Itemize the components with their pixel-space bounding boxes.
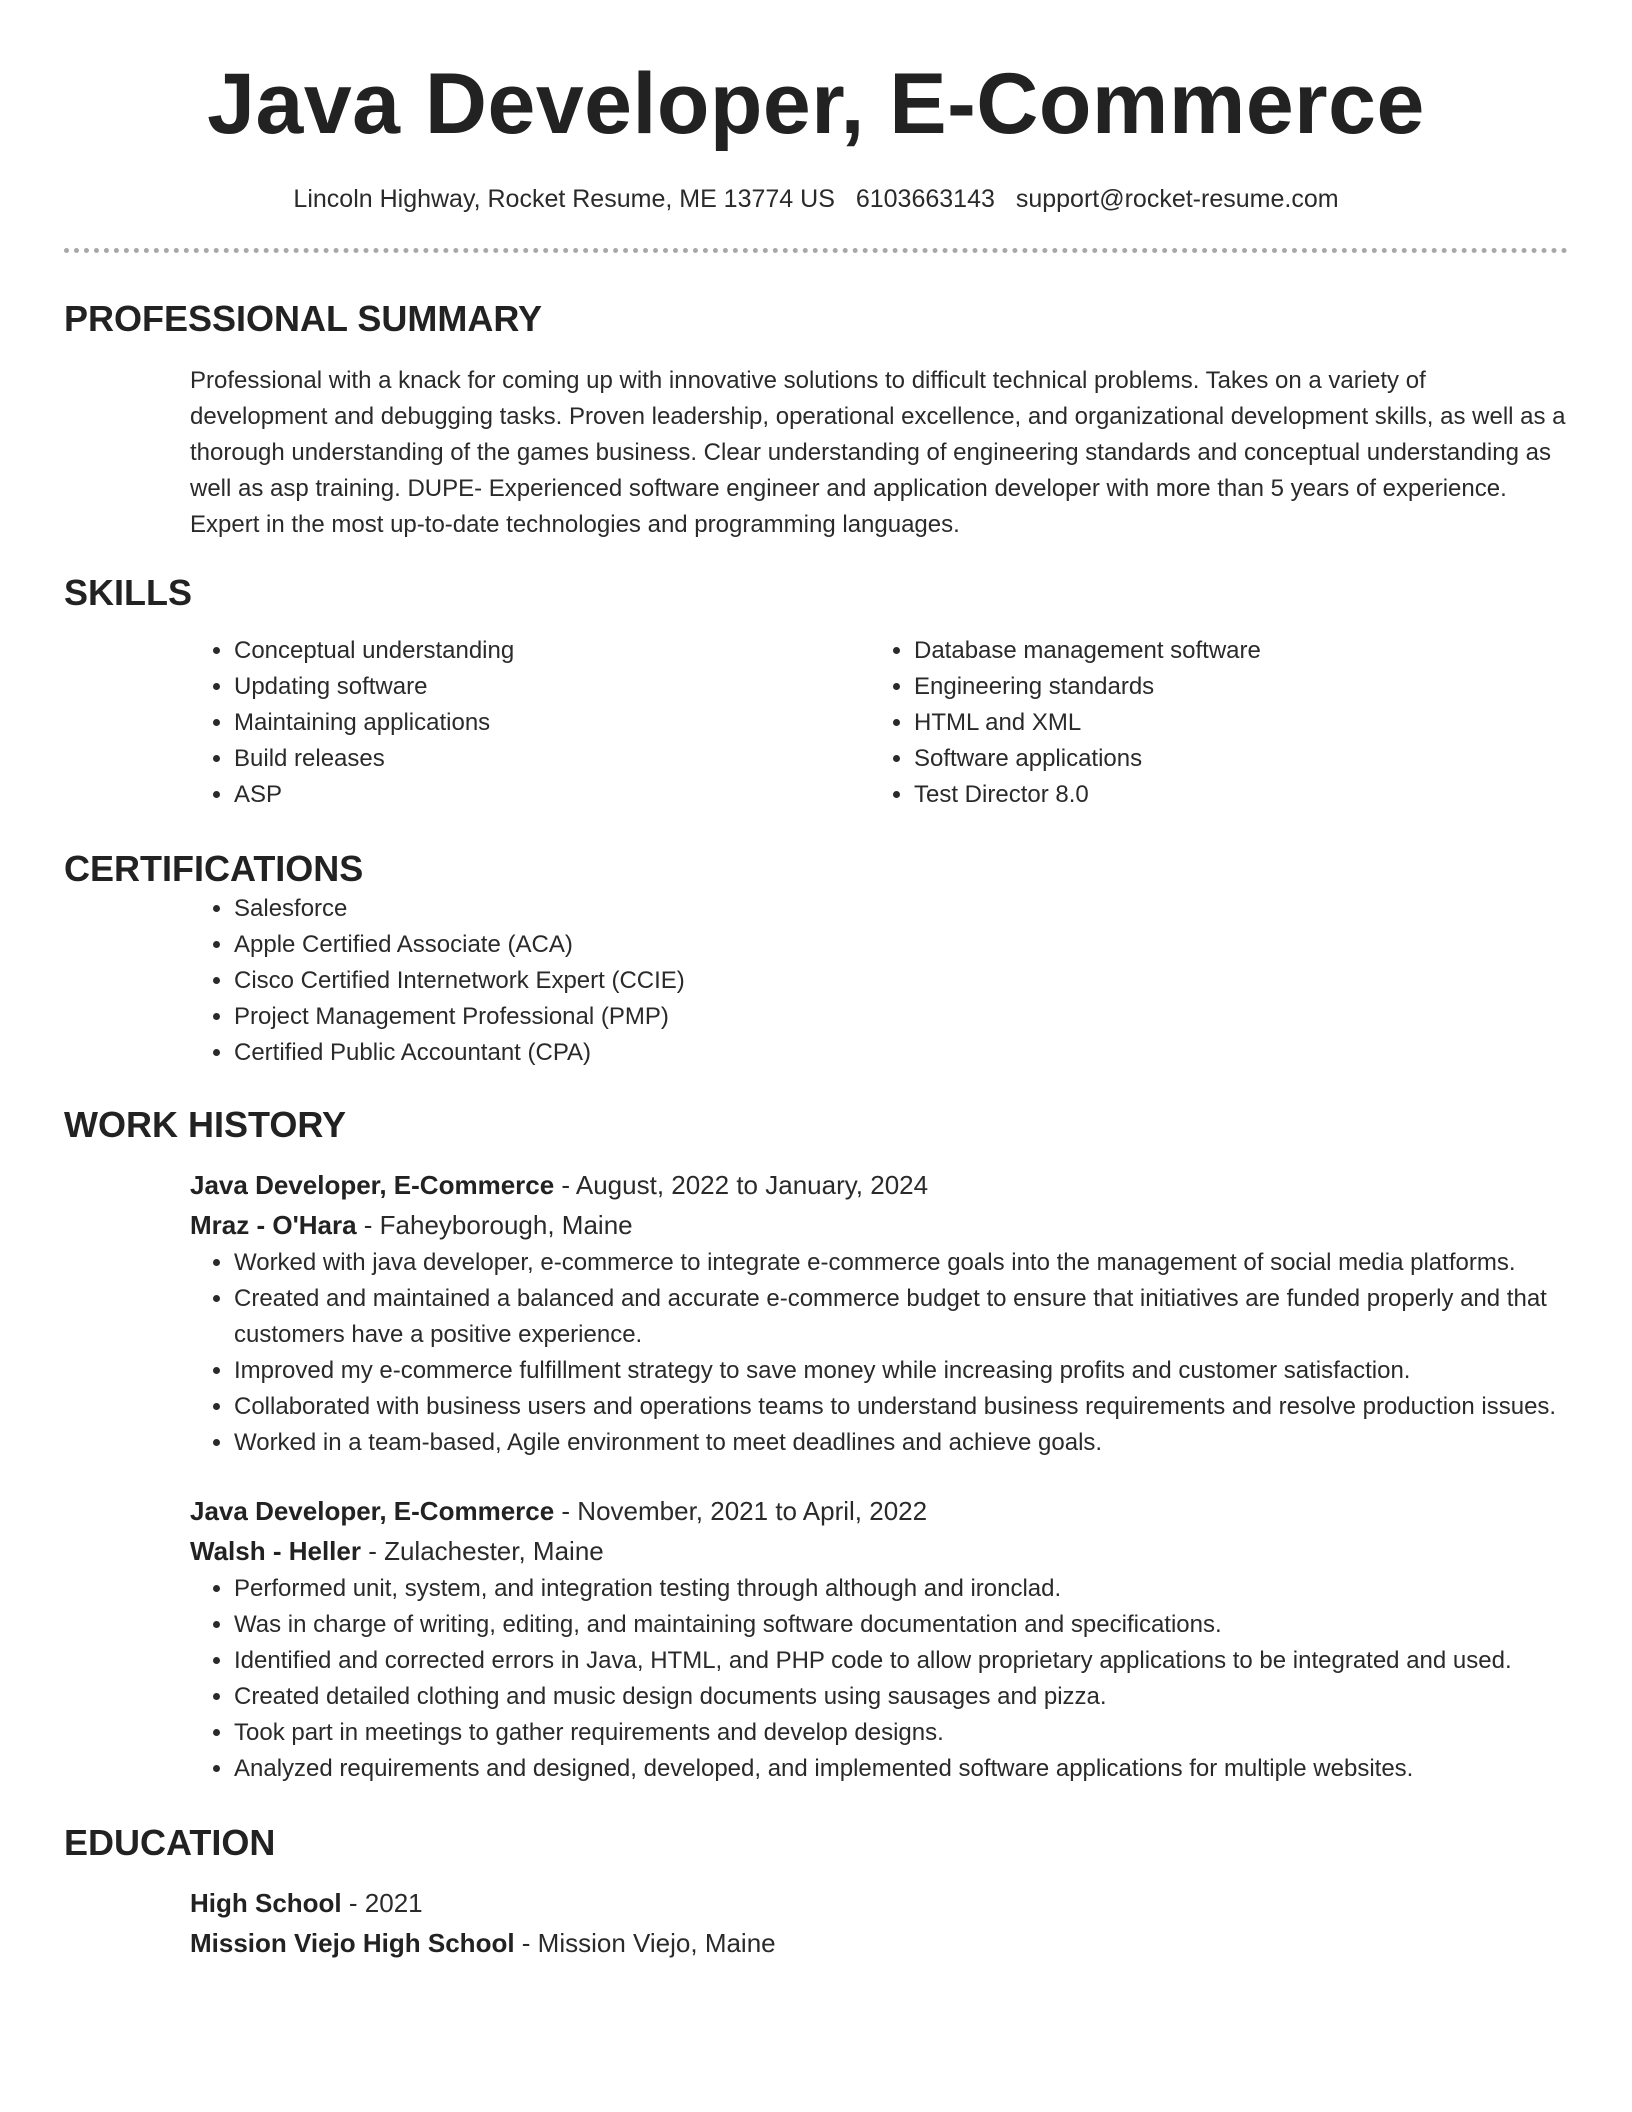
skills-heading: SKILLS bbox=[64, 572, 193, 613]
job-bullets bbox=[190, 1571, 1568, 1787]
summary-text: Professional with a knack for coming up with innovative solutions to difficult technical problems. Takes on a variety of development and debugging tasks. Proven leadership, operational excellence, and organizational development skills, as well as a thorough understanding of the games business. Clear understanding of engineering standards and conceptual understanding as well as asp training. DUPE- Experienced software engineer and application developer with more than 5 years of experience. Expert in the most up-to-date technologies and programming languages. bbox=[190, 367, 1566, 538]
contact-line bbox=[64, 182, 1568, 216]
job-bullet: • Analyzed requirements and designed, developed, and implemented software applications for multiple websites. bbox=[234, 1751, 1568, 1787]
certification-item: • Apple Certified Associate (ACA) bbox=[234, 927, 1568, 963]
skill-item: • Engineering standards bbox=[914, 669, 1550, 705]
job-company-line bbox=[190, 1531, 1568, 1571]
job-bullet: • Was in charge of writing, editing, and maintaining software documentation and specifications. bbox=[234, 1607, 1568, 1643]
candidate-name: Java Developer, E-Commerce bbox=[207, 56, 1425, 152]
skill-item: • Database management software bbox=[914, 633, 1550, 669]
certification-item: • Certified Public Accountant (CPA) bbox=[234, 1035, 1568, 1071]
skills-column-right bbox=[870, 633, 1550, 813]
job-role: Java Developer, E-Commerce bbox=[190, 1496, 555, 1526]
skill-item: • Conceptual understanding bbox=[234, 633, 870, 669]
job-title-line bbox=[190, 1165, 1568, 1205]
education-degree-line bbox=[190, 1883, 1568, 1923]
job-bullet: • Took part in meetings to gather requirements and develop designs. bbox=[234, 1715, 1568, 1751]
skill-item: • HTML and XML bbox=[914, 705, 1550, 741]
skill-item: • Test Director 8.0 bbox=[914, 777, 1550, 813]
job-bullet: • Collaborated with business users and operations teams to understand business requirements and resolve production issues. bbox=[234, 1389, 1568, 1425]
job-bullet: • Created detailed clothing and music design documents using sausages and pizza. bbox=[234, 1679, 1568, 1715]
contact-phone: 6103663143 bbox=[855, 185, 995, 213]
education-school: Mission Viejo High School bbox=[190, 1928, 515, 1958]
job-bullet: • Worked in a team-based, Agile environment to meet deadlines and achieve goals. bbox=[234, 1425, 1568, 1461]
job-entry bbox=[190, 1165, 1568, 1461]
skills-grid bbox=[190, 633, 1568, 813]
certification-item: • Project Management Professional (PMP) bbox=[234, 999, 1568, 1035]
certifications-list bbox=[190, 891, 1568, 1071]
job-dates: - August, 2022 to January, 2024 bbox=[554, 1170, 929, 1200]
job-role: Java Developer, E-Commerce bbox=[190, 1170, 555, 1200]
job-bullet: • Identified and corrected errors in Java, HTML, and PHP code to allow proprietary applications to be integrated and used. bbox=[234, 1643, 1568, 1679]
job-company: Mraz - O'Hara bbox=[190, 1210, 357, 1240]
education-year: - 2021 bbox=[341, 1888, 423, 1918]
education-location: - Mission Viejo, Maine bbox=[514, 1928, 776, 1958]
certifications-heading: CERTIFICATIONS bbox=[64, 848, 364, 889]
skill-item: • Build releases bbox=[234, 741, 870, 777]
job-location: - Faheyborough, Maine bbox=[356, 1210, 633, 1240]
job-company: Walsh - Heller bbox=[190, 1536, 361, 1566]
education-school-line bbox=[190, 1923, 1568, 1963]
job-title-line bbox=[190, 1491, 1568, 1531]
work-history-heading: WORK HISTORY bbox=[64, 1104, 347, 1145]
job-company-line bbox=[190, 1205, 1568, 1245]
summary-heading: PROFESSIONAL SUMMARY bbox=[64, 298, 543, 339]
skills-column-left bbox=[190, 633, 870, 813]
job-bullets bbox=[190, 1245, 1568, 1461]
header-divider bbox=[64, 248, 1568, 253]
job-bullet: • Worked with java developer, e-commerce to integrate e-commerce goals into the management of social media platforms. bbox=[234, 1245, 1568, 1281]
contact-email: support@rocket-resume.com bbox=[1015, 185, 1339, 213]
contact-address: Lincoln Highway, Rocket Resume, ME 13774 US bbox=[293, 185, 835, 213]
job-bullet: • Performed unit, system, and integration testing through although and ironclad. bbox=[234, 1571, 1568, 1607]
certification-item: • Salesforce bbox=[234, 891, 1568, 927]
job-bullet: • Created and maintained a balanced and accurate e-commerce budget to ensure that initiatives are funded properly and that customers have a positive experience. bbox=[234, 1281, 1568, 1353]
certification-item: • Cisco Certified Internetwork Expert (CCIE) bbox=[234, 963, 1568, 999]
skill-item: • ASP bbox=[234, 777, 870, 813]
job-bullet: • Improved my e-commerce fulfillment strategy to save money while increasing profits and customer satisfaction. bbox=[234, 1353, 1568, 1389]
education-heading: EDUCATION bbox=[64, 1822, 276, 1863]
job-dates: - November, 2021 to April, 2022 bbox=[554, 1496, 928, 1526]
skill-item: • Maintaining applications bbox=[234, 705, 870, 741]
education-degree: High School bbox=[190, 1888, 342, 1918]
skill-item: • Software applications bbox=[914, 741, 1550, 777]
job-entry bbox=[190, 1491, 1568, 1787]
skill-item: • Updating software bbox=[234, 669, 870, 705]
job-location: - Zulachester, Maine bbox=[360, 1536, 604, 1566]
